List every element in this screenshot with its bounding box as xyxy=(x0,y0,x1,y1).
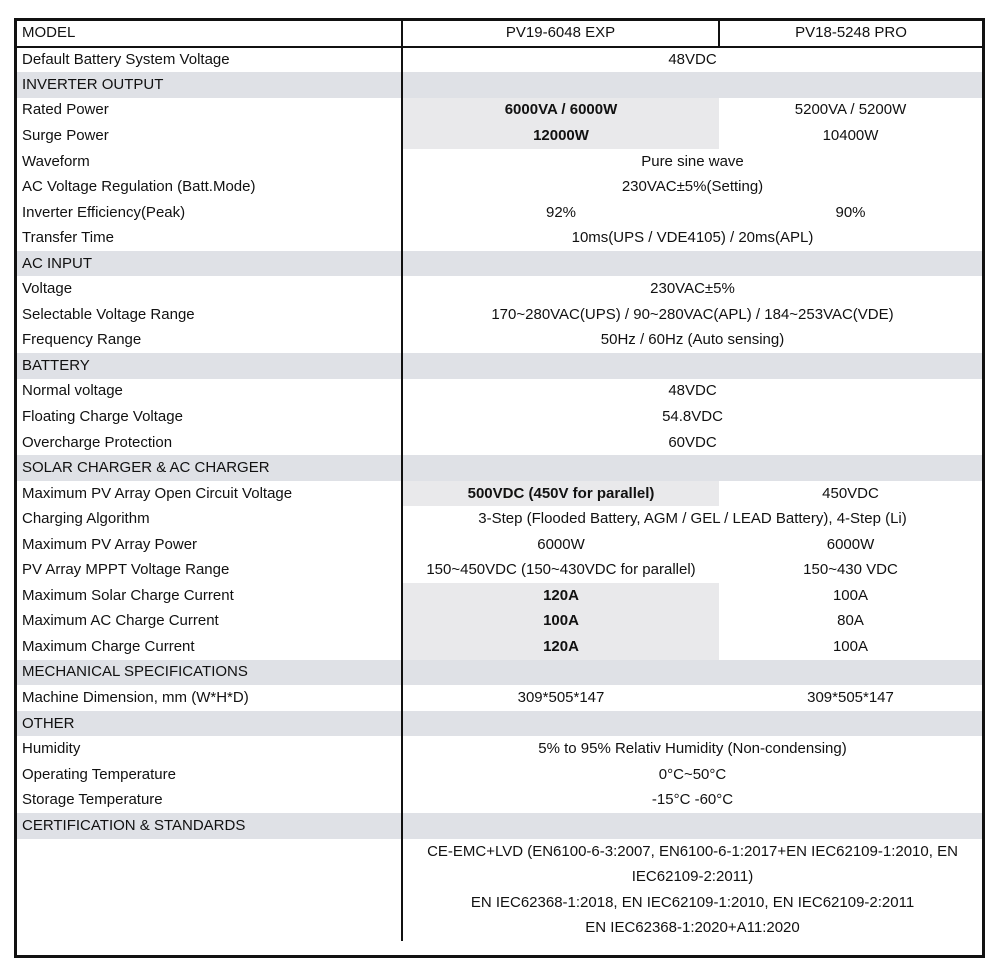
spec-value: 60VDC xyxy=(668,433,717,451)
spec-value-model-b: 100A xyxy=(832,586,869,604)
section-other xyxy=(17,711,982,737)
section-inverter-output xyxy=(17,72,982,98)
spec-label: Machine Dimension, mm (W*H*D) xyxy=(17,685,402,711)
spec-label: Charging Algorithm xyxy=(17,506,402,532)
section-certification-standards xyxy=(17,813,982,839)
spec-value-model-a: 150~450VDC (150~430VDC for parallel) xyxy=(426,561,696,579)
section-spacer xyxy=(402,660,982,686)
model-header-label: MODEL xyxy=(17,21,402,47)
spec-value: 10ms(UPS / VDE4105) / 20ms(APL) xyxy=(571,229,814,247)
spec-row-storage-temperature xyxy=(17,787,982,813)
certification-line3: EN IEC62368-1:2020+A11:2020 xyxy=(585,919,800,936)
spec-row-ac-voltage-regulation-batt-mode xyxy=(17,174,982,200)
spec-value-model-b: 90% xyxy=(835,203,866,221)
spec-label: Waveform xyxy=(17,149,402,175)
spec-row-humidity xyxy=(17,736,982,762)
spec-row-floating-charge-voltage xyxy=(17,404,982,430)
spec-value-model-a: 309*505*147 xyxy=(517,688,605,706)
section-spacer xyxy=(402,711,982,737)
spec-row-overcharge-protection xyxy=(17,430,982,456)
spec-row-normal-voltage xyxy=(17,379,982,405)
spec-value: 54.8VDC xyxy=(662,407,723,425)
spec-label: Overcharge Protection xyxy=(17,430,402,456)
spec-table-body xyxy=(17,21,982,941)
certification-line2: EN IEC62368-1:2018, EN IEC62109-1:2010, EN IEC62109-2:2011 xyxy=(470,893,915,911)
spec-label: Inverter Efficiency(Peak) xyxy=(17,200,402,226)
spec-label: Frequency Range xyxy=(17,328,402,354)
spec-value: 5% to 95% Relativ Humidity (Non-condensing) xyxy=(538,740,847,758)
spec-row-charging-algorithm xyxy=(17,506,982,532)
certification-row xyxy=(17,839,982,941)
spec-value-model-a: 92% xyxy=(545,203,577,221)
section-title: CERTIFICATION & STANDARDS xyxy=(17,813,402,839)
spec-row-operating-temperature xyxy=(17,762,982,788)
section-title: BATTERY xyxy=(17,353,402,379)
certification-blank-label xyxy=(17,839,402,941)
spec-value-model-b: 100A xyxy=(832,637,869,655)
spec-value: 50Hz / 60Hz (Auto sensing) xyxy=(600,331,785,349)
spec-value-model-a: 12000W xyxy=(402,123,719,149)
spec-row-maximum-solar-charge-current xyxy=(17,583,982,609)
spec-value: 0°C~50°C xyxy=(658,765,727,783)
spec-label: Selectable Voltage Range xyxy=(17,302,402,328)
spec-value-model-a: 6000W xyxy=(537,535,585,553)
spec-row-selectable-voltage-range xyxy=(17,302,982,328)
spec-label: Surge Power xyxy=(17,123,402,149)
spec-table xyxy=(17,21,982,941)
spec-label: Maximum PV Array Power xyxy=(17,532,402,558)
spec-row-machine-dimension-mm-w-h-d xyxy=(17,685,982,711)
spec-value: 230VAC±5%(Setting) xyxy=(621,178,764,196)
spec-row-default-battery-system-voltage xyxy=(17,47,982,73)
certification-line1: CE-EMC+LVD (EN6100-6-3:2007, EN6100-6-1:2017+EN IEC62109-1:2010, EN IEC62109-2:2011) xyxy=(427,842,958,885)
spec-label: Floating Charge Voltage xyxy=(17,404,402,430)
header-row xyxy=(17,21,982,47)
spec-value-model-b: 10400W xyxy=(822,126,879,144)
spec-value: 48VDC xyxy=(668,382,717,400)
spec-label: PV Array MPPT Voltage Range xyxy=(17,557,402,583)
section-title: SOLAR CHARGER & AC CHARGER xyxy=(17,455,402,481)
spec-row-surge-power xyxy=(17,123,982,149)
spec-row-maximum-ac-charge-current xyxy=(17,609,982,635)
spec-label: Maximum Solar Charge Current xyxy=(17,583,402,609)
section-title: INVERTER OUTPUT xyxy=(17,72,402,98)
section-ac-input xyxy=(17,251,982,277)
spec-value: 48VDC xyxy=(668,50,717,68)
spec-label: Normal voltage xyxy=(17,379,402,405)
section-spacer xyxy=(402,353,982,379)
spec-label: Maximum Charge Current xyxy=(17,634,402,660)
certification-list xyxy=(402,839,982,941)
spec-row-maximum-pv-array-power xyxy=(17,532,982,558)
spec-value-model-a: 120A xyxy=(402,634,719,660)
section-spacer xyxy=(402,813,982,839)
spec-label: Voltage xyxy=(17,276,402,302)
spec-label: Rated Power xyxy=(17,98,402,124)
section-title: OTHER xyxy=(17,711,402,737)
spec-row-maximum-charge-current xyxy=(17,634,982,660)
spec-table-frame xyxy=(14,18,985,958)
spec-value-model-b: 6000W xyxy=(826,535,875,553)
spec-row-rated-power xyxy=(17,98,982,124)
spec-row-inverter-efficiency-peak xyxy=(17,200,982,226)
section-spacer xyxy=(402,455,982,481)
spec-row-frequency-range xyxy=(17,328,982,354)
spec-label: Maximum PV Array Open Circuit Voltage xyxy=(17,481,402,507)
spec-value-model-b: 309*505*147 xyxy=(807,688,894,706)
spec-label: Storage Temperature xyxy=(17,787,402,813)
spec-value-model-b: 5200VA / 5200W xyxy=(794,101,907,119)
spec-value-model-b: 80A xyxy=(837,612,864,630)
section-spacer xyxy=(402,72,982,98)
spec-row-pv-array-mppt-voltage-range xyxy=(17,557,982,583)
spec-row-waveform xyxy=(17,149,982,175)
spec-value-model-a: 500VDC (450V for parallel) xyxy=(402,481,719,507)
spec-value-model-a: 6000VA / 6000W xyxy=(402,98,719,124)
spec-value-model-a: 120A xyxy=(402,583,719,609)
section-solar-charger-ac-charger xyxy=(17,455,982,481)
section-mechanical-specifications xyxy=(17,660,982,686)
spec-value: 170~280VAC(UPS) / 90~280VAC(APL) / 184~253VAC(VDE) xyxy=(491,305,894,323)
spec-label: AC Voltage Regulation (Batt.Mode) xyxy=(17,174,402,200)
spec-value-model-b: 150~430 VDC xyxy=(803,561,898,579)
spec-value: 230VAC±5% xyxy=(650,280,735,298)
spec-label: Transfer Time xyxy=(17,225,402,251)
spec-row-transfer-time xyxy=(17,225,982,251)
spec-row-voltage xyxy=(17,276,982,302)
spec-value-model-a: 100A xyxy=(402,609,719,635)
model-b-header: PV18-5248 PRO xyxy=(719,21,982,47)
section-title: AC INPUT xyxy=(17,251,402,277)
spec-label: Operating Temperature xyxy=(17,762,402,788)
spec-label: Default Battery System Voltage xyxy=(17,47,402,73)
section-battery xyxy=(17,353,982,379)
section-spacer xyxy=(402,251,982,277)
spec-label: Maximum AC Charge Current xyxy=(17,609,402,635)
spec-value-model-b: 450VDC xyxy=(822,484,879,502)
section-title: MECHANICAL SPECIFICATIONS xyxy=(17,660,402,686)
spec-value: Pure sine wave xyxy=(641,152,744,170)
spec-label: Humidity xyxy=(17,736,402,762)
spec-row-maximum-pv-array-open-circuit-voltage xyxy=(17,481,982,507)
model-a-header: PV19-6048 EXP xyxy=(402,21,719,47)
spec-value: -15°C -60°C xyxy=(651,791,734,809)
spec-value: 3-Step (Flooded Battery, AGM / GEL / LEAD Battery), 4-Step (Li) xyxy=(478,510,907,528)
